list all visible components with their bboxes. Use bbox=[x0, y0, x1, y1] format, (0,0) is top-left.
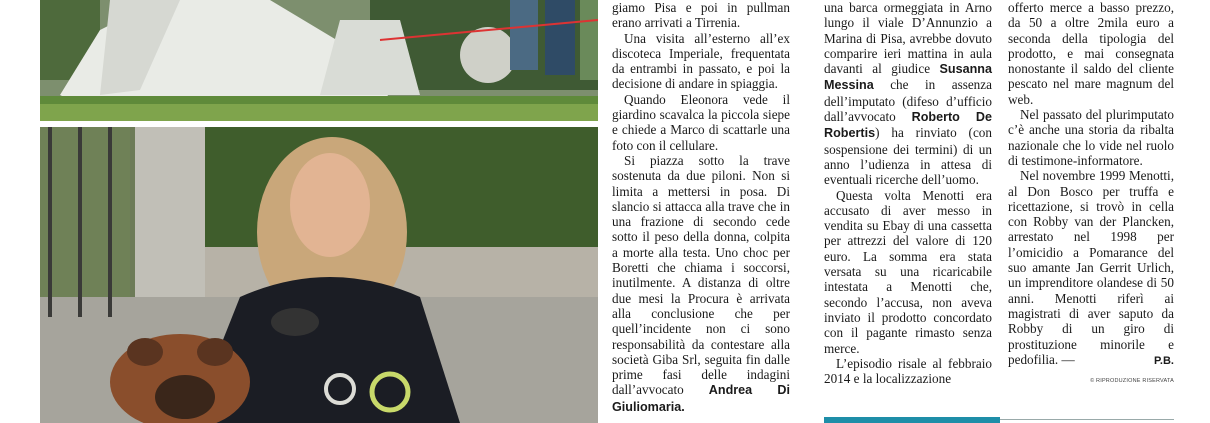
paragraph bbox=[612, 153, 790, 415]
paragraph: Nel novembre 1999 Menotti, al Don Bosco per truffa e ricettazione, si trovò in cella con Robby van der Plancken, arrestato nel 1998 per l’omicidio a Pomarance del suo amante Jan Gerrit Urlich, un imprenditore olandese di 50 anni. Menotti riferì ai magistrati di aver saputo da Robby di un giro di prostituzione minorile e pedofilia. — bbox=[1008, 168, 1174, 367]
photo-crime-scene bbox=[40, 0, 598, 121]
paragraph: Quando Eleonora vede il giardino scavalca la piccola siepe e chiede a Marco di scattarle una foto con il cellulare. bbox=[612, 91, 790, 153]
paragraph: Nel passato del plurimputato c’è anche una storia da ribalta nazionale che lo vide nel ruolo di testimone-informatore. bbox=[1008, 107, 1174, 168]
paragraph: Una visita all’esterno all’ex discoteca Imperiale, frequentata da entrambi in passato, e poi la decisione di andare in spiaggia. bbox=[612, 30, 790, 92]
article-column-3 bbox=[1008, 0, 1174, 367]
paragraph-text: Si piazza sotto la trave sostenuta da due piloni. Non si limita a mettersi in posa. Di slancio si attacca alla trave che in una frazione di secondo cede sotto il peso della donna, colpita a morte alla testa. Uno choc per Boretti che chiama i soccorsi, inutilmente. A distanza di oltre due mesi la Procura è arrivata alla conclusione che per quell’incidente non ci sono responsabilità da contestare alla società Giba Srl, seguita fin dalle prime fasi delle indagini dall’avvocato bbox=[612, 152, 790, 398]
paragraph bbox=[824, 0, 992, 188]
paragraph-text: che in assenza dell’imputato (difeso d’ufficio dall’avvocato bbox=[824, 77, 992, 125]
paragraph: giamo Pisa e poi in pullman erano arrivati a Tirrenia. bbox=[612, 0, 790, 31]
article-column-2 bbox=[824, 0, 992, 386]
paragraph-text: una barca ormeggiata in Arno lungo il viale D’Annunzio a Marina di Pisa, avrebbe dovuto comparire ieri mattina in aula davanti al giudice bbox=[824, 0, 992, 77]
judge-name: Susanna Messina bbox=[824, 62, 992, 93]
paragraph: L’episodio risale al febbraio 2014 e la localizzazione bbox=[824, 355, 992, 387]
photo-woman-with-dog bbox=[40, 127, 598, 423]
section-accent-bar bbox=[824, 417, 1000, 423]
paragraph: offerto merce a basso prezzo, da 50 a oltre 2mila euro a seconda della tipologia del prodotto, e mai consegnata nonostante il saldo del cliente pescato nel mare magnum del web. bbox=[1008, 0, 1174, 107]
article-column-1 bbox=[612, 0, 790, 415]
divider bbox=[1000, 419, 1174, 420]
copyright-notice: © RIPRODUZIONE RISERVATA bbox=[1090, 378, 1174, 384]
crime-scene-garden-icon bbox=[40, 0, 598, 121]
author-signature: P.B. bbox=[1154, 355, 1174, 367]
lawyer-name: Andrea Di Giuliomaria. bbox=[612, 383, 791, 414]
woman-with-dog-portrait-icon bbox=[40, 127, 598, 423]
paragraph: Questa volta Menotti era accusato di aver messo in vendita su Ebay di una cassetta per attrezzi del valore di 120 euro. La somma era stata versata su una ricaricabile intestata a Menotti che, secondo l’accusa, non aveva inviato il prodotto concordato con il pagante rimasto senza merce. bbox=[824, 187, 992, 356]
lawyer-name: Roberto De Robertis bbox=[824, 110, 992, 141]
paragraph-text: ) ha rinviato (con sospensione dei termini) di un anno l’udienza in attesa di eventuali ricerche dell’uomo. bbox=[824, 125, 992, 188]
